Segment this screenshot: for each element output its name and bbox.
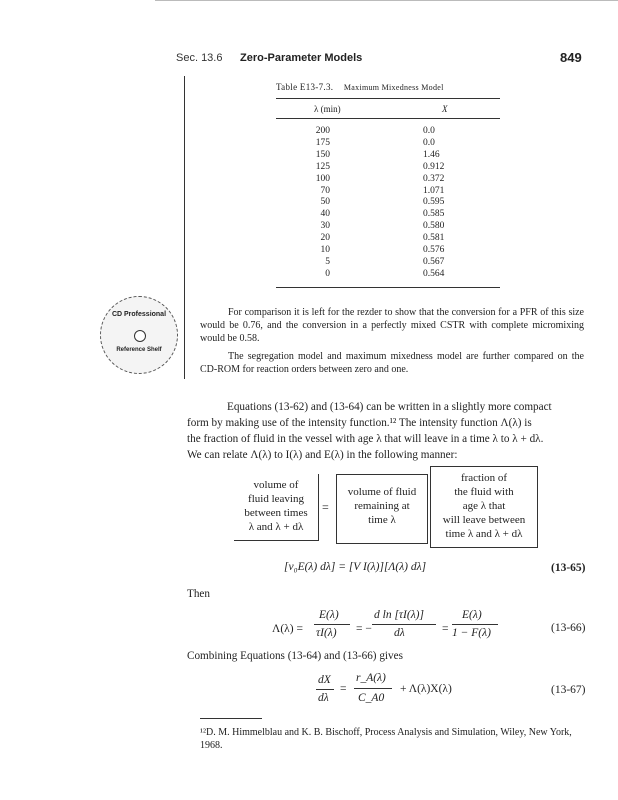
box2-line: volume of fluid [347, 486, 417, 498]
table-cell-x: 1.46 [423, 149, 440, 160]
table-cell-lambda: 50 [320, 197, 330, 208]
equation-number-13-67: (13-67) [551, 684, 586, 696]
word-box-3 [430, 466, 538, 548]
table-cell-lambda: 10 [320, 245, 330, 256]
table-cell-x: 0.0 [423, 137, 435, 148]
margin-bar [184, 76, 185, 379]
body-line-2: form by making use of the intensity function.¹² The intensity function Λ(λ) is [187, 417, 532, 429]
eq66-f2-bar [372, 624, 436, 625]
eq67-f2-num: r_A(λ) [356, 672, 386, 684]
equation-number-13-65: (13-65) [551, 562, 586, 574]
table-cell-x: 0.564 [423, 268, 445, 279]
eq66-f3-num: E(λ) [462, 609, 482, 621]
eq66-f3-bar [452, 624, 498, 625]
table-cell-lambda: 5 [325, 256, 330, 267]
table-cell-x: 0.581 [423, 233, 445, 244]
eq67-eq: = [340, 683, 347, 695]
table-cell-lambda: 200 [315, 126, 330, 136]
eq66-lhs: Λ(λ) = [272, 623, 303, 635]
table-cell-x: 0.585 [423, 209, 445, 220]
box3-line: time λ and λ + dλ [445, 528, 523, 540]
eq66-eq2: = − [356, 623, 372, 635]
footnote-rule [200, 718, 262, 719]
table-cell-x: 1.071 [423, 185, 445, 196]
table-col-lambda: λ (min) [314, 104, 341, 114]
table-bottom-rule [276, 287, 500, 288]
top-rule [155, 0, 618, 1]
eq66-f2-den: dλ [394, 627, 405, 639]
table-cell-x: 0.912 [423, 161, 445, 172]
table-cell-lambda: 150 [315, 149, 330, 160]
table-cell-x: 0.576 [423, 245, 445, 256]
cd-top-text: CD Professional [111, 311, 167, 318]
footnote-marker: ¹² [200, 727, 206, 738]
table-cell-lambda: 20 [320, 233, 330, 244]
table-caption-label: Table E13-7.3. [276, 82, 334, 92]
page-number: 849 [560, 50, 582, 65]
section-title: Zero-Parameter Models [240, 52, 363, 64]
table-header-rule [276, 118, 500, 119]
table-cell-lambda: 40 [320, 209, 330, 220]
body-line-4: We can relate Λ(λ) to I(λ) and E(λ) in the following manner: [187, 449, 458, 461]
table-cell-lambda: 0 [325, 268, 330, 279]
table-top-rule [276, 98, 500, 99]
table-lambda-column [300, 126, 348, 281]
cd-rom-icon [100, 296, 178, 374]
body-line-1: Equations (13-62) and (13-64) can be written in a slightly more compact [227, 401, 552, 413]
combining-text: Combining Equations (13-64) and (13-66) gives [187, 650, 403, 662]
box2-line: remaining at [354, 500, 410, 512]
box3-line: the fluid with [454, 486, 514, 498]
box3-line: will leave between [442, 514, 526, 526]
footnote [200, 726, 590, 752]
cd-bottom-text: Reference Shelf [116, 347, 162, 353]
eq67-f2-bar [354, 688, 392, 689]
eq67-f2-den: C_A0 [358, 692, 385, 704]
eq66-eq3: = [442, 623, 449, 635]
eq66-f3-den: 1 − F(λ) [452, 627, 491, 639]
equation-number-13-66: (13-66) [551, 622, 586, 634]
table-col-x: X [442, 104, 448, 114]
eq66-f1-den: τI(λ) [316, 627, 337, 639]
note-paragraph-2: The segregation model and maximum mixedness model are further compared on the CD-ROM for reaction orders between zero and one. [200, 351, 584, 375]
then-label: Then [187, 588, 210, 600]
footnote-text: D. M. Himmelblau and K. B. Bischoff, Process Analysis and Simulation, Wiley, New York, 1968. [200, 727, 572, 751]
box3-line: fraction of [460, 472, 508, 484]
eq67-f-den: dλ [318, 692, 329, 704]
eq67-f-bar [316, 689, 334, 690]
body-line-3: the fraction of fluid in the vessel with age λ that will leave in a time λ to λ + dλ. [187, 433, 544, 445]
table-cell-x: 0.0 [423, 126, 435, 136]
word-box-1 [234, 474, 319, 541]
word-box-2 [336, 474, 428, 544]
table-cell-x: 0.595 [423, 197, 445, 208]
equation-13-65: [v₀E(λ) dλ] = [V I(λ)][Λ(λ) dλ] [284, 561, 427, 573]
note-paragraph-1: For comparison it is left for the rezder to show that the conversion for a PFR of this size would be 0.76, and the conversion in a perfectly mixed CSTR with complete micromixing would be 0.58. [200, 307, 584, 344]
table-x-column [423, 126, 483, 281]
eq66-f1-num: E(λ) [319, 609, 339, 621]
cd-hole [134, 330, 146, 342]
table-caption [276, 82, 444, 92]
table-cell-lambda: 175 [315, 137, 330, 148]
table-cell-lambda: 125 [315, 161, 330, 172]
table-cell-x: 0.580 [423, 221, 445, 232]
section-label: Sec. 13.6 [176, 52, 223, 64]
eq66-f2-num: d ln [τI(λ)] [374, 609, 424, 621]
box1-line: between times [244, 507, 308, 519]
table-cell-x: 0.567 [423, 256, 445, 267]
box1-line: λ and λ + dλ [248, 521, 304, 533]
box2-line: time λ [368, 514, 396, 526]
box3-line: age λ that [462, 500, 506, 512]
eq66-f1-bar [314, 624, 350, 625]
eq67-f-num: dX [318, 674, 331, 686]
word-equals: = [322, 500, 329, 514]
box1-line: volume of [253, 479, 299, 491]
table-cell-lambda: 70 [320, 185, 330, 196]
table-cell-x: 0.372 [423, 173, 445, 184]
box1-line: fluid leaving [248, 493, 304, 505]
eq67-rest: + Λ(λ)X(λ) [400, 683, 452, 695]
table-cell-lambda: 30 [320, 221, 330, 232]
table-caption-title: Maximum Mixedness Model [343, 83, 444, 92]
table-cell-lambda: 100 [315, 173, 330, 184]
